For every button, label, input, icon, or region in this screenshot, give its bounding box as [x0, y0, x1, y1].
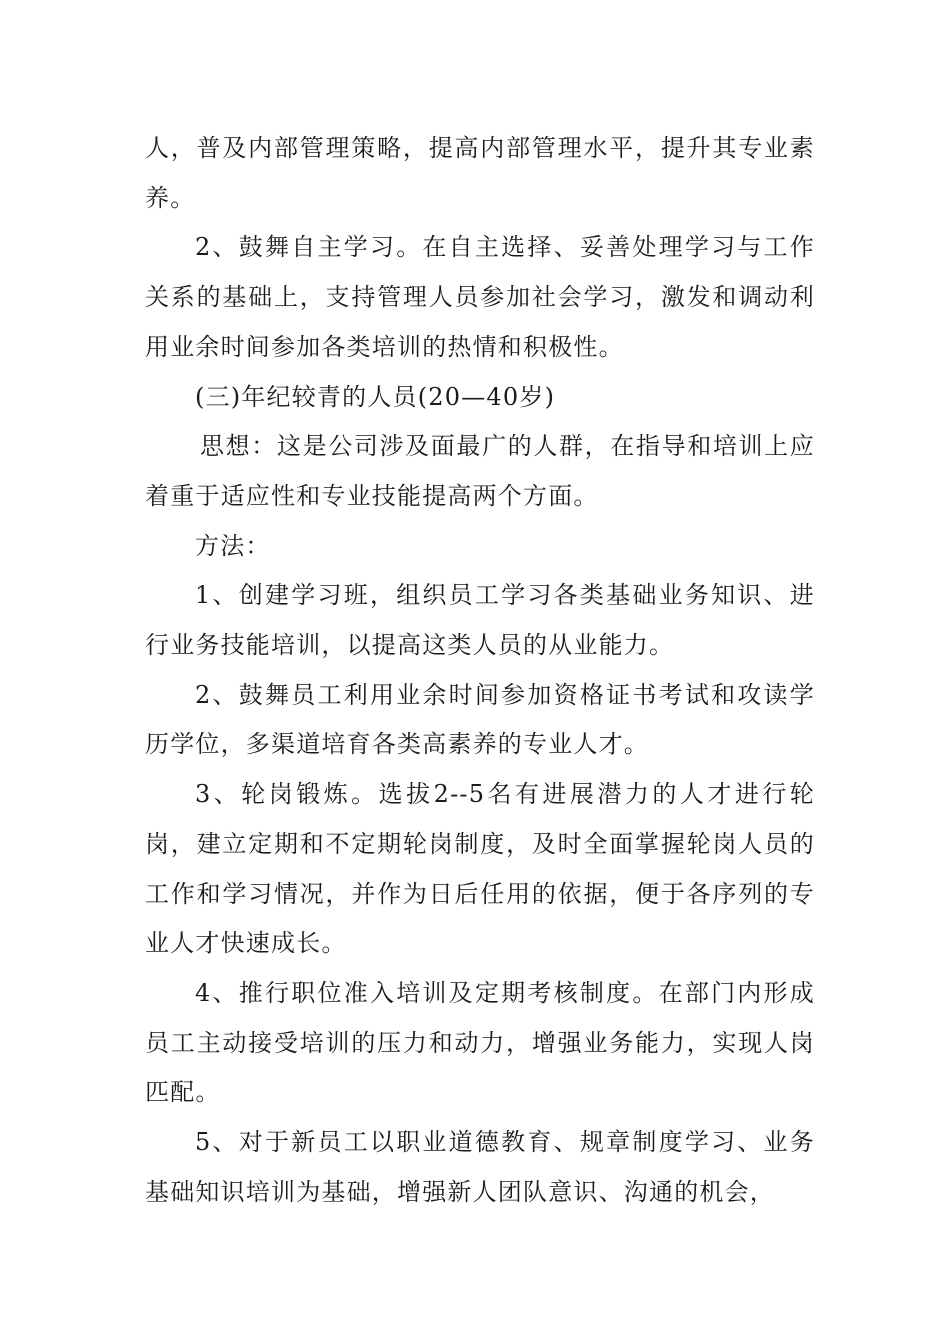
paragraph-8: 3、轮岗锻炼。选拔2--5名有进展潜力的人才进行轮岗，建立定期和不定期轮岗制度，及时全面掌握轮岗人员的工作和学习情况，并作为日后任用的依据，便于各序列的专业人才快速成长。: [145, 780, 815, 958]
paragraph-7: 2、鼓舞员工利用业余时间参加资格证书考试和攻读学历学位，多渠道培育各类高素养的专业人才。: [145, 680, 815, 759]
paragraph-3-heading: (三)年纪较青的人员(20—40岁): [195, 382, 556, 411]
paragraph-4: 思想：这是公司涉及面最广的人群，在指导和培训上应着重于适应性和专业技能提高两个方面。: [145, 432, 815, 510]
document-body: [145, 124, 815, 1217]
paragraph-10: 5、对于新员工以职业道德教育、规章制度学习、业务基础知识培训为基础，增强新人团队意识、沟通的机会，: [145, 1128, 815, 1206]
paragraph-2: 2、鼓舞自主学习。在自主选择、妥善处理学习与工作关系的基础上，支持管理人员参加社会学习，激发和调动利用业余时间参加各类培训的热情和积极性。: [145, 233, 815, 361]
paragraph-5: 方法：: [195, 531, 271, 560]
paragraph-1: 人，普及内部管理策略，提高内部管理水平，提升其专业素养。: [145, 134, 815, 212]
paragraph-6: 1、创建学习班，组织员工学习各类基础业务知识、进行业务技能培训，以提高这类人员的从业能力。: [145, 581, 815, 660]
paragraph-9: 4、推行职位准入培训及定期考核制度。在部门内形成员工主动接受培训的压力和动力，增强业务能力，实现人岗匹配。: [145, 978, 815, 1107]
